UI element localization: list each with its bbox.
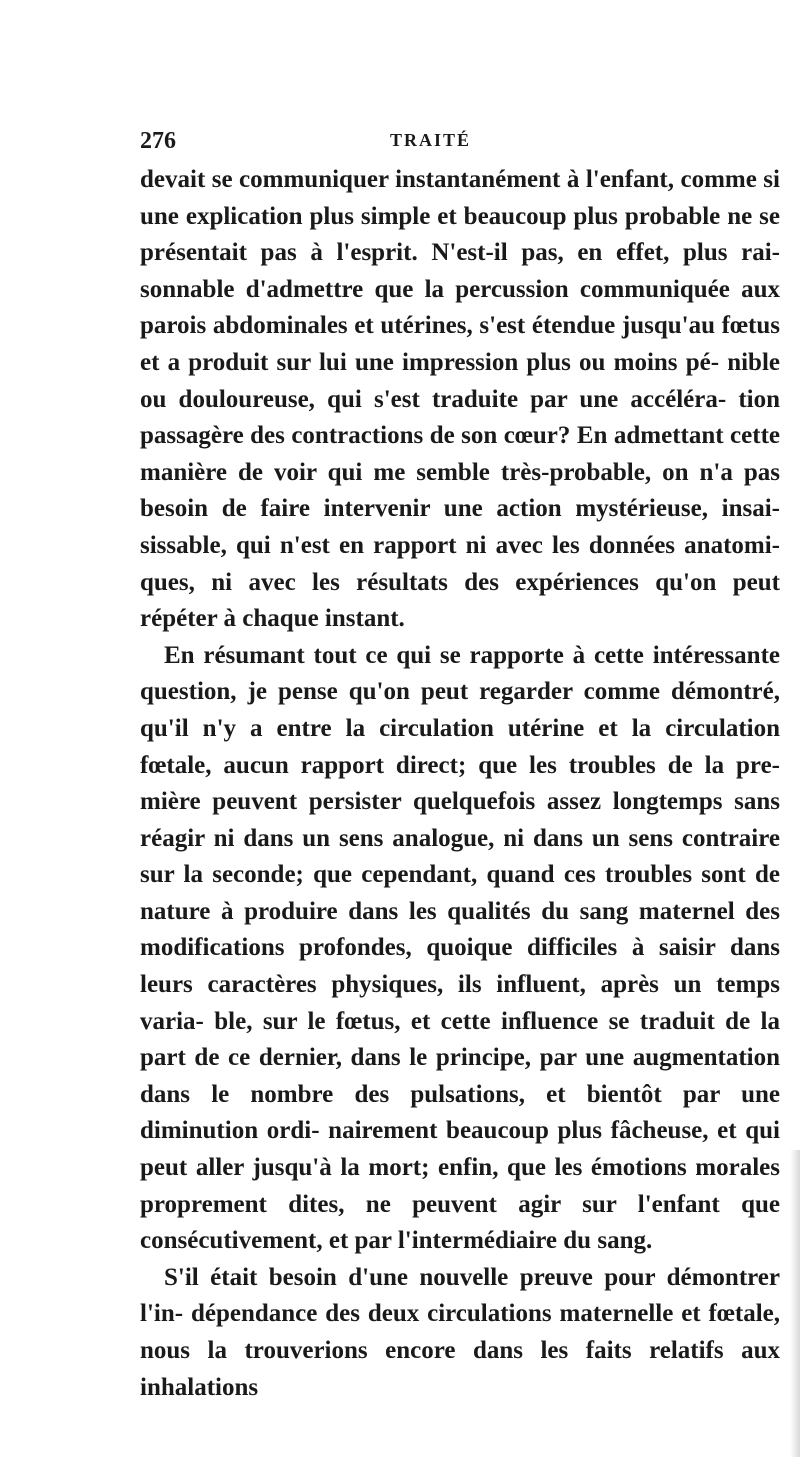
paragraph-3: S'il était besoin d'une nouvelle preuve pour démontrer l'in- dépendance des deux circulations maternelle et fœtale, nous la trouverions encore dans les faits relatifs aux inhalations [140,1263,780,1401]
page-edge-shadow [790,1150,800,1457]
paragraph-1: devait se communiquer instantanément à l'enfant, comme si une explication plus simple et beaucoup plus probable ne se présentait pas à l'esprit. N'est-il pas, en effet, plus rai- sonnable d'admettre que la percussion communiquée aux parois abdominales et utérines, s'est étendue jusqu'au fœtus et a produit sur lui une impression plus ou moins pé- nible ou douloureuse, qui s'est traduite par une accéléra- tion passagère des contractions de son cœur? En admettant cette manière de voir qui me semble très-probable, on n'a pas besoin de faire intervenir une action mystérieuse, insai- sissable, qui n'est en rapport ni avec les données anatomi- ques, ni avec les résultats des expériences qu'on peut répéter à chaque instant. [140,166,780,633]
page-header [140,128,780,156]
body-text [140,162,780,1406]
page-number: 276 [140,128,176,154]
paragraph-2: En résumant tout ce qui se rapporte à cette intéressante question, je pense qu'on peut regarder comme démontré, qu'il n'y a entre la circulation utérine et la circulation fœtale, aucun rapport direct; que les troubles de la pre- mière peuvent persister quelquefois assez longtemps sans réagir ni dans un sens analogue, ni dans un sens contraire sur la seconde; que cependant, quand ces troubles sont de nature à produire dans les qualités du sang maternel des modifications profondes, quoique difficiles à saisir dans leurs caractères physiques, ils influent, après un temps varia- ble, sur le fœtus, et cette influence se traduit de la part de ce dernier, dans le principe, par une augmentation dans le nombre des pulsations, et bientôt par une diminution ordi- nairement beaucoup plus fâcheuse, et qui peut aller jusqu'à la mort; enfin, que les émotions morales proprement dites, ne peuvent agir sur l'enfant que consécutivement, et par l'intermédiaire du sang. [140,641,780,1255]
running-title: TRAITÉ [390,130,472,150]
